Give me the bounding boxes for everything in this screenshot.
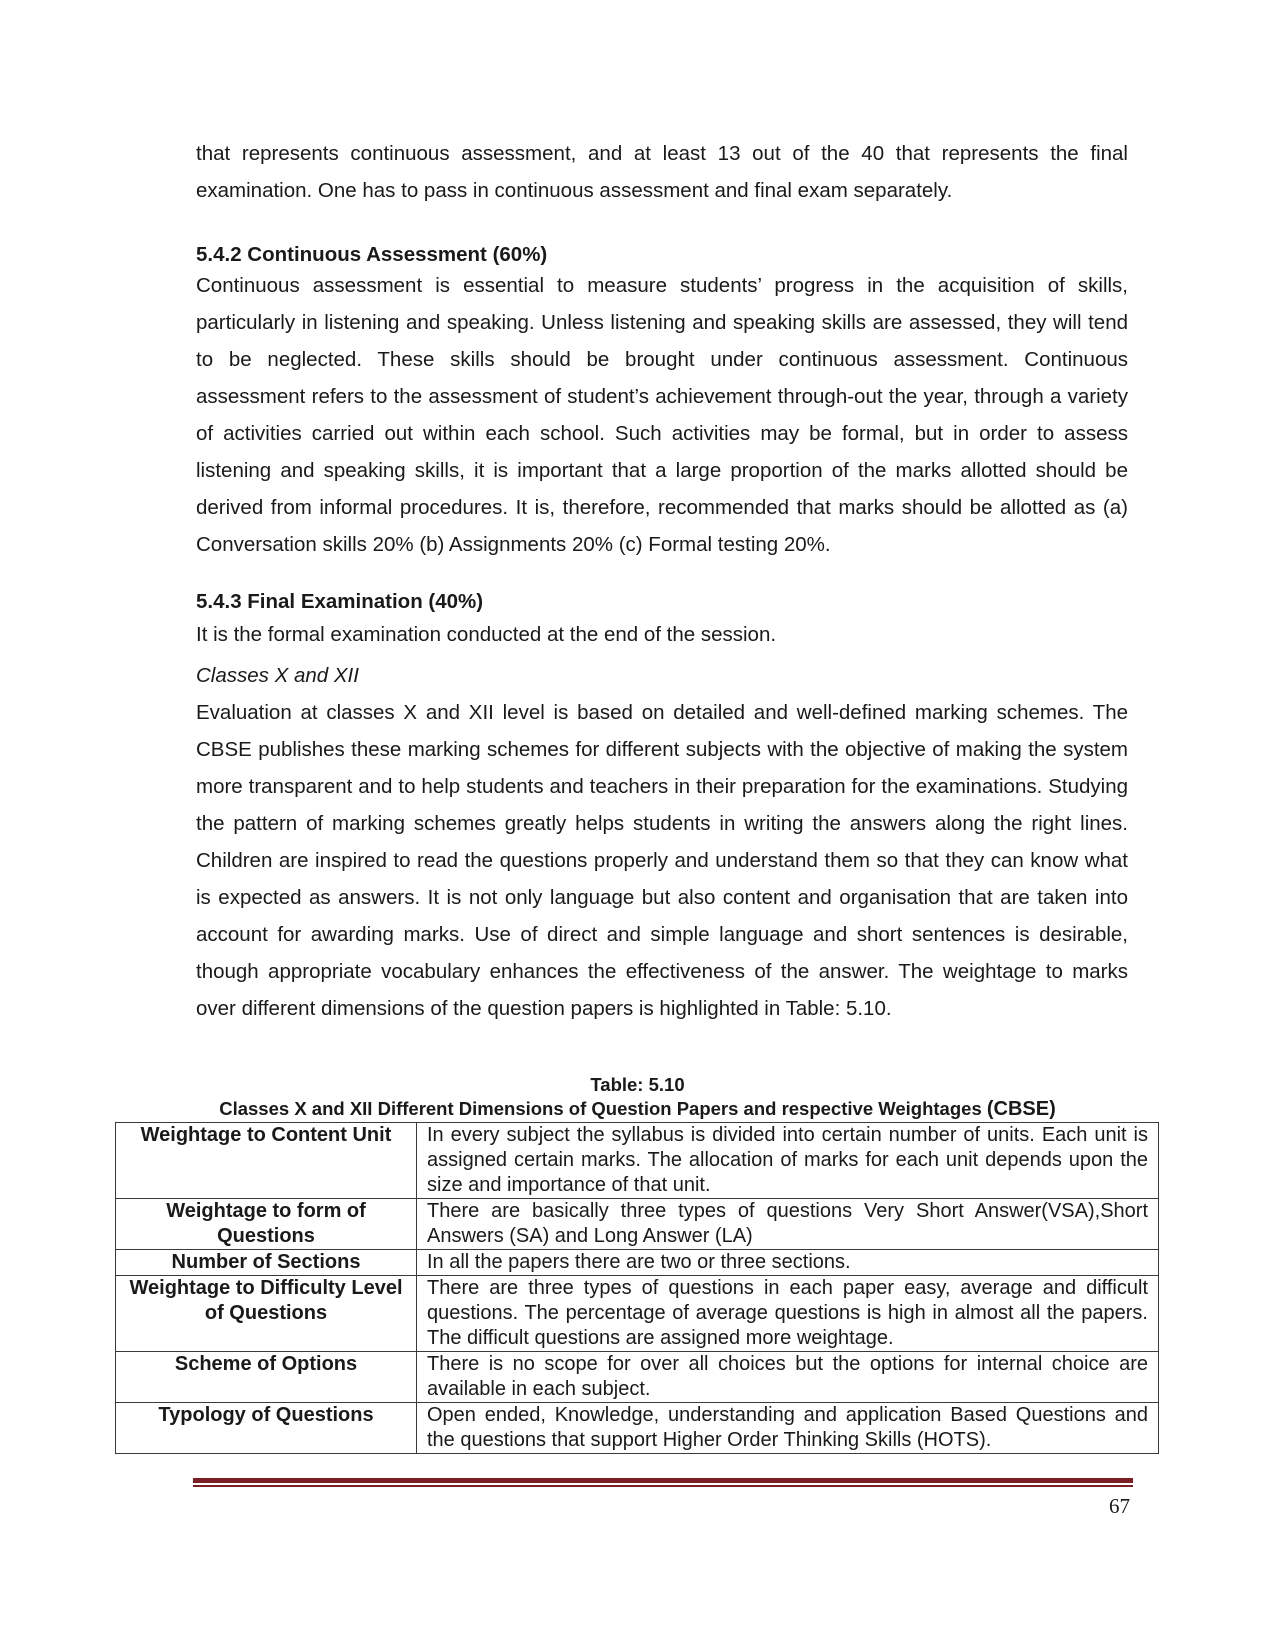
- table-row: [116, 1250, 1159, 1276]
- footer-rule-thick: [193, 1478, 1133, 1483]
- row-label: Scheme of Options: [116, 1352, 417, 1403]
- dimensions-table: [115, 1122, 1159, 1454]
- section-542-paragraph: Continuous assessment is essential to measure students’ progress in the acquisition of skills, particularly in listening and speaking. Unless listening and speaking skills are assessed, they will tend to be neglected. These skills should be brought under continuous assessment. Continuous assessment refers to the assessment of student’s achievement through-out the year, through a variety of activities carried out within each school. Such activities may be formal, but in order to assess listening and speaking skills, it is important that a large proportion of the marks allotted should be derived from informal procedures. It is, therefore, recommended that marks should be allotted as (a) Conversation skills 20% (b) Assignments 20% (c) Formal testing 20%.: [196, 274, 1128, 556]
- section-543-heading-block: [196, 588, 1128, 616]
- table-subtitle: [110, 1098, 1165, 1121]
- classes-paragraph-block: [196, 694, 1128, 1027]
- table-row: [116, 1276, 1159, 1352]
- table-row: [116, 1123, 1159, 1199]
- intro-paragraph-block: [196, 135, 1128, 209]
- section-542-heading: 5.4.2 Continuous Assessment (60%): [196, 243, 548, 266]
- table-row: [116, 1403, 1159, 1454]
- table-title: Table: 5.10: [590, 1074, 685, 1095]
- classes-heading-block: [196, 662, 1128, 690]
- footer-rule-thin: [193, 1485, 1133, 1487]
- table-row: [116, 1199, 1159, 1250]
- row-description: There are basically three types of questions Very Short Answer(VSA),Short Answers (SA) and Long Answer (LA): [417, 1199, 1159, 1250]
- page-number: 67: [1109, 1494, 1130, 1518]
- section-543-paragraph: It is the formal examination conducted at the end of the session.: [196, 623, 777, 646]
- intro-paragraph: that represents continuous assessment, and at least 13 out of the 40 that represents the final examination. One has to pass in continuous assessment and final exam separately.: [196, 142, 1128, 202]
- row-description: There is no scope for over all choices but the options for internal choice are available in each subject.: [417, 1352, 1159, 1403]
- row-description: In every subject the syllabus is divided into certain number of units. Each unit is assigned certain marks. The allocation of marks for each unit depends upon the size and importance of that unit.: [417, 1123, 1159, 1199]
- section-543-paragraph-block: [196, 616, 1128, 653]
- row-label: Typology of Questions: [116, 1403, 417, 1454]
- row-label: Weightage to Content Unit: [116, 1123, 417, 1199]
- row-description: Open ended, Knowledge, understanding and application Based Questions and the questions that support Higher Order Thinking Skills (HOTS).: [417, 1403, 1159, 1454]
- section-542-paragraph-block: [196, 267, 1128, 563]
- row-label: Weightage to Difficulty Level of Questions: [116, 1276, 417, 1352]
- classes-heading: Classes X and XII: [196, 664, 359, 687]
- row-description: In all the papers there are two or three sections.: [417, 1250, 1159, 1276]
- section-543-heading: 5.4.3 Final Examination (40%): [196, 590, 484, 613]
- table-subtitle-tag: (CBSE): [986, 1098, 1056, 1120]
- row-description: There are three types of questions in each paper easy, average and difficult questions. The percentage of average questions is high in almost all the papers. The difficult questions are assigned more weightage.: [417, 1276, 1159, 1352]
- table-row: [116, 1352, 1159, 1403]
- row-label: Weightage to form of Questions: [116, 1199, 417, 1250]
- table-subtitle-main: Classes X and XII Different Dimensions of Question Papers and respective Weightages: [219, 1098, 982, 1119]
- classes-paragraph: Evaluation at classes X and XII level is based on detailed and well-defined marking schemes. The CBSE publishes these marking schemes for different subjects with the objective of making the system more transparent and to help students and teachers in their preparation for the examinations. Studying the pattern of marking schemes greatly helps students in writing the answers along the right lines. Children are inspired to read the questions properly and understand them so that they can know what is expected as answers. It is not only language but also content and organisation that are taken into account for awarding marks. Use of direct and simple language and short sentences is desirable, though appropriate vocabulary enhances the effectiveness of the answer. The weightage to marks over different dimensions of the question papers is highlighted in Table: 5.10.: [196, 701, 1128, 1020]
- section-542-heading-block: [196, 241, 1128, 269]
- row-label: Number of Sections: [116, 1250, 417, 1276]
